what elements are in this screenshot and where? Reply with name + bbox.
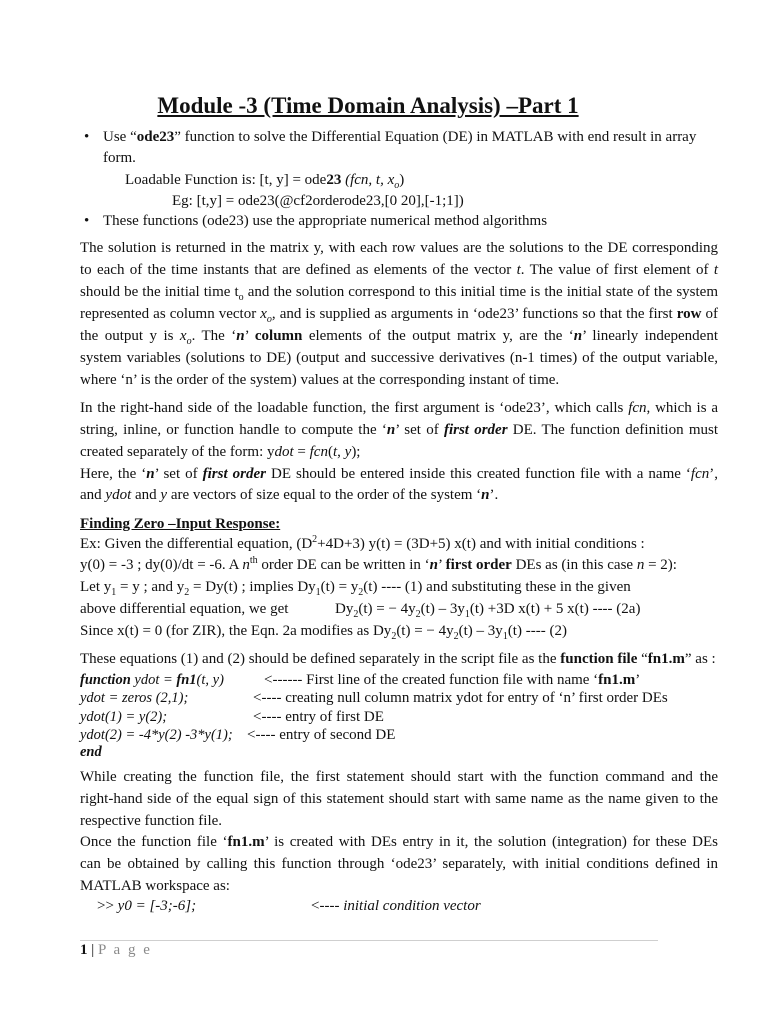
zir-equation-2a: $Dy_2(t)$ = − $4y_2(t) - 3y_1(t) +3D$ x(t) + 5 x(t) ---- (2a) bbox=[335, 601, 641, 620]
command-initial-condition: >> y0 = [-3;-6]; bbox=[97, 898, 197, 914]
command-note: <---- initial condition vector bbox=[311, 898, 481, 914]
code-line-3: ydot(1) = y(2); bbox=[80, 709, 168, 725]
para1-line1: The solution is returned in the matrix y, with each row values are the solutions to the DE corresponding bbox=[80, 240, 718, 256]
zir-heading: Finding Zero –Input Response: bbox=[80, 516, 281, 532]
para2-line5: and ydot and y are vectors of size equal to the order of the system ‘n’. bbox=[80, 487, 499, 503]
para1-line5: the output y is $x_o$. The ‘n’ column elements of the output matrix y, are the ‘n’ linearly independent bbox=[80, 328, 718, 347]
para1-line6: system variables (solutions to DE) (output and successive derivatives (n-1 times) of the output variable, bbox=[80, 350, 718, 366]
para3-line6: MATLAB workspace as: bbox=[80, 878, 230, 894]
para2-line3: created separately of the form: ydot = fcn(t, y); bbox=[80, 444, 361, 460]
zir-line2: y(0) = -3 ; dy(0)/dt = -6. A $n^{th}$ order DE can be written in ‘n’ first order DEs as (in this case n = 2): bbox=[80, 555, 677, 573]
page-number: 1 | P a g e bbox=[80, 942, 152, 958]
code-note-2: <---- creating null column matrix ydot for entry of ‘n’ first order DEs bbox=[253, 690, 668, 706]
zir-line3: Let $y_1 = y$ ; and $y_2 = Dy(t)$ ; implies $Dy_1(t) = y_2(t)$ ---- (1) and substituting these in the given bbox=[80, 579, 631, 598]
para3-line2: right-hand side of the equal sign of this statement should start with same name as the name given to the bbox=[80, 791, 718, 807]
code-note-1: <------ First line of the created function file with name ‘fn1.m’ bbox=[264, 672, 641, 688]
code-line-end: end bbox=[80, 744, 102, 760]
loadable-function-line: Loadable Function is: [t, y] = ode23 (fcn, t, $x_o$) bbox=[125, 172, 405, 191]
code-line-2: ydot = zeros (2,1); bbox=[80, 690, 189, 706]
para1-line3: should be the initial time $t_o$ and the solution correspond to this initial time is the initial state of the system bbox=[80, 284, 718, 303]
bullet-ode23-line2: form. bbox=[103, 150, 136, 166]
para1-line4: represented as column vector $x_o$, and is supplied as arguments in ‘ode23’ functions so that the first row of bbox=[80, 306, 719, 325]
page-title: Module -3 (Time Domain Analysis) –Part 1 bbox=[157, 93, 579, 118]
code-note-4: <---- entry of second DE bbox=[247, 727, 396, 743]
footer-divider bbox=[80, 940, 658, 941]
para2-line2: string, inline, or function handle to compute the ‘n’ set of first order DE. The function definition must bbox=[80, 422, 718, 438]
para2-line1: In the right-hand side of the loadable function, the first argument is ‘ode23’, which calls fcn, which is a bbox=[80, 400, 718, 416]
bullet-ode23-line1: Use “ode23” function to solve the Differential Equation (DE) in MATLAB with end result in array bbox=[103, 129, 697, 145]
example-call-line: Eg: [t,y] = ode23(@cf2orderode23,[0 20],[-1;1]) bbox=[172, 193, 464, 209]
para3-line5: can be obtained by calling this function through ‘ode23’ separately, with initial conditions defined in bbox=[80, 856, 718, 872]
bullet-marker: • bbox=[84, 213, 90, 229]
bullet-algorithms: These functions (ode23) use the appropriate numerical method algorithms bbox=[103, 213, 548, 229]
para1-line7: where ‘n’ is the order of the system) values at the corresponding instant of time. bbox=[80, 372, 560, 388]
para1-line2: to each of the time instants that are defined as elements of the vector t. The value of first element of t bbox=[80, 262, 718, 278]
para2-line4: Here, the ‘n’ set of first order DE should be entered inside this created function file with a name ‘fcn’, bbox=[80, 466, 718, 482]
function-file-intro: These equations (1) and (2) should be defined separately in the script file as the function file “fn1.m” as : bbox=[80, 651, 716, 667]
para3-line4: Once the function file ‘fn1.m’ is created with DEs entry in it, the solution (integration) for these DEs bbox=[80, 834, 718, 850]
code-note-3: <---- entry of first DE bbox=[253, 709, 384, 725]
zir-line1: Ex: Given the differential equation, $(D^2+4D+3) y(t) = (3D+5)$ x(t) and with initial conditions : bbox=[80, 534, 645, 552]
zir-line4-lead: above differential equation, we get bbox=[80, 601, 289, 617]
bullet-marker: • bbox=[84, 129, 90, 145]
para3-line3: respective function file. bbox=[80, 813, 223, 829]
para3-line1: While creating the function file, the first statement should start with the function command and the bbox=[80, 769, 718, 785]
code-line-1: function ydot = fn1(t, y) bbox=[80, 672, 224, 688]
zir-equation-2: Since x(t) = 0 (for ZIR), the Eqn. 2a modifies as $Dy_2(t)$ = − $4y_2(t) - 3y_1(t)$ ---- (2) bbox=[80, 623, 567, 642]
code-line-4: ydot(2) = -4*y(2) -3*y(1); bbox=[80, 727, 233, 743]
